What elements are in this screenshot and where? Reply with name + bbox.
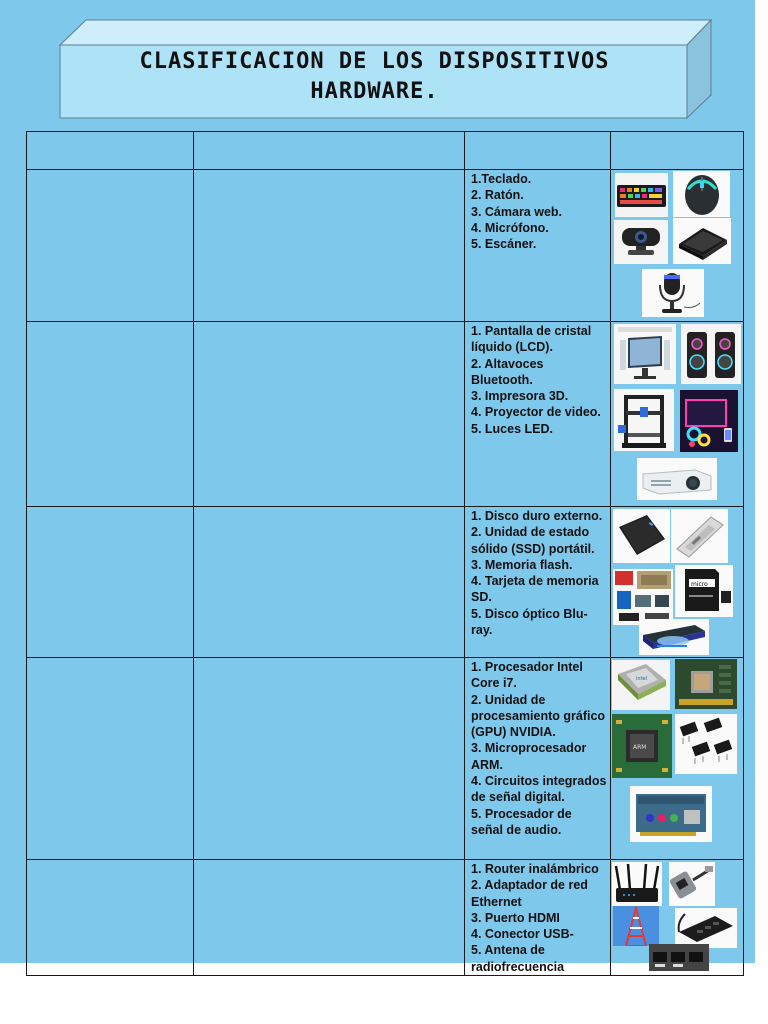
images-cell: [611, 658, 744, 860]
description-cell: [194, 170, 465, 322]
title-line-2: HARDWARE.: [310, 79, 439, 104]
list-item: 5. Procesador de señal de audio.: [471, 806, 572, 837]
sd-card-image: [675, 565, 733, 617]
list-item: 5. Antena de radiofrecuencia: [471, 943, 565, 974]
table-row: [27, 170, 744, 322]
list-item: 1.Teclado.: [471, 172, 532, 186]
list-item: 1. Disco duro externo.: [471, 509, 603, 523]
header-cell-examples: [465, 132, 611, 170]
category-cell: [27, 322, 194, 507]
table-row: [27, 658, 744, 860]
hdmi-port-image: [649, 944, 709, 971]
header-cell-description: [194, 132, 465, 170]
classification-table: [26, 131, 744, 976]
category-cell: [27, 860, 194, 976]
bluray-drive-image: [639, 619, 709, 655]
table-row: [27, 322, 744, 507]
category-cell: [27, 658, 194, 860]
list-item: 3. Puerto HDMI: [471, 910, 560, 925]
images-cell: [611, 170, 744, 322]
projector-image: [637, 458, 717, 500]
ethernet-adapter-image: [669, 862, 715, 906]
list-item: 1. Pantalla de cristal líquido (LCD).: [471, 324, 592, 355]
examples-cell: [465, 322, 611, 507]
examples-cell: [465, 658, 611, 860]
list-item: 2. Unidad de estado sólido (SSD) portátil.: [471, 525, 595, 556]
list-item: 4. Circuitos integrados de señal digital.: [471, 774, 607, 805]
examples-list: [465, 170, 610, 252]
examples-list: [465, 507, 610, 638]
keyboard-image: [615, 173, 668, 217]
list-item: 4. Micrófono.: [471, 220, 549, 235]
lcd-monitor-image: [614, 324, 676, 384]
scanner-image: [673, 218, 731, 264]
list-item: 4. Conector USB-: [471, 927, 574, 942]
svg-text:ARM: ARM: [633, 744, 647, 751]
antenna-image: [613, 906, 659, 946]
list-item: 2. Adaptador de red Ethernet: [471, 878, 588, 909]
description-cell: [194, 507, 465, 658]
examples-list: [465, 860, 610, 975]
examples-list: [465, 658, 610, 838]
ic-chips-image: [675, 714, 737, 774]
description-cell: [194, 658, 465, 860]
list-item: 3. Memoria flash.: [471, 557, 573, 572]
table-row: [27, 860, 744, 976]
list-item: 3. Impresora 3D.: [471, 389, 569, 404]
header-cell-images: [611, 132, 744, 170]
led-lights-image: [680, 390, 738, 452]
arm-chip-image: [612, 714, 672, 778]
examples-cell: [465, 170, 611, 322]
images-cell: [611, 860, 744, 976]
title-line-1: CLASIFICACION DE LOS DISPOSITIVOS: [139, 49, 610, 74]
svg-text:micro: micro: [691, 581, 708, 588]
category-cell: [27, 170, 194, 322]
list-item: 5. Disco óptico Blu-ray.: [471, 606, 588, 638]
description-cell: [194, 322, 465, 507]
external-hdd-image: [613, 509, 670, 563]
intel-cpu-image: [612, 660, 670, 710]
examples-cell: [465, 860, 611, 976]
table-row: [27, 507, 744, 658]
list-item: 3. Microprocesador ARM.: [471, 741, 587, 772]
list-item: 4. Proyector de video.: [471, 405, 601, 420]
list-item: 5. Escáner.: [471, 237, 537, 252]
list-item: 1. Router inalámbrico: [471, 862, 599, 876]
list-item: 5. Luces LED.: [471, 421, 553, 436]
description-cell: [194, 860, 465, 976]
svg-text:intel: intel: [636, 676, 647, 682]
examples-cell: [465, 507, 611, 658]
audio-card-image: [630, 786, 712, 842]
gpu-board-image: [675, 659, 737, 709]
list-item: 4. Tarjeta de memoria SD.: [471, 574, 599, 605]
router-image: [612, 862, 662, 906]
header-row: [27, 132, 744, 170]
images-cell: [611, 322, 744, 507]
portable-ssd-image: [671, 509, 728, 563]
mouse-image: [673, 171, 730, 217]
list-item: 2. Ratón.: [471, 188, 524, 203]
usb-hub-image: [675, 908, 737, 948]
images-cell: [611, 507, 744, 658]
list-item: 3. Cámara web.: [471, 204, 563, 219]
examples-list: [465, 322, 610, 437]
flash-memory-image: [613, 569, 673, 625]
speakers-image: [681, 324, 741, 384]
page-title: [62, 47, 687, 107]
list-item: 2. Unidad de procesamiento gráfico (GPU) NVIDIA.: [471, 692, 606, 740]
3d-printer-image: [614, 389, 674, 451]
list-item: 2. Altavoces Bluetooth.: [471, 356, 544, 387]
category-cell: [27, 507, 194, 658]
webcam-image: [614, 220, 668, 264]
list-item: 1. Procesador Intel Core i7.: [471, 660, 583, 691]
microphone-image: [642, 269, 704, 317]
header-cell-category: [27, 132, 194, 170]
